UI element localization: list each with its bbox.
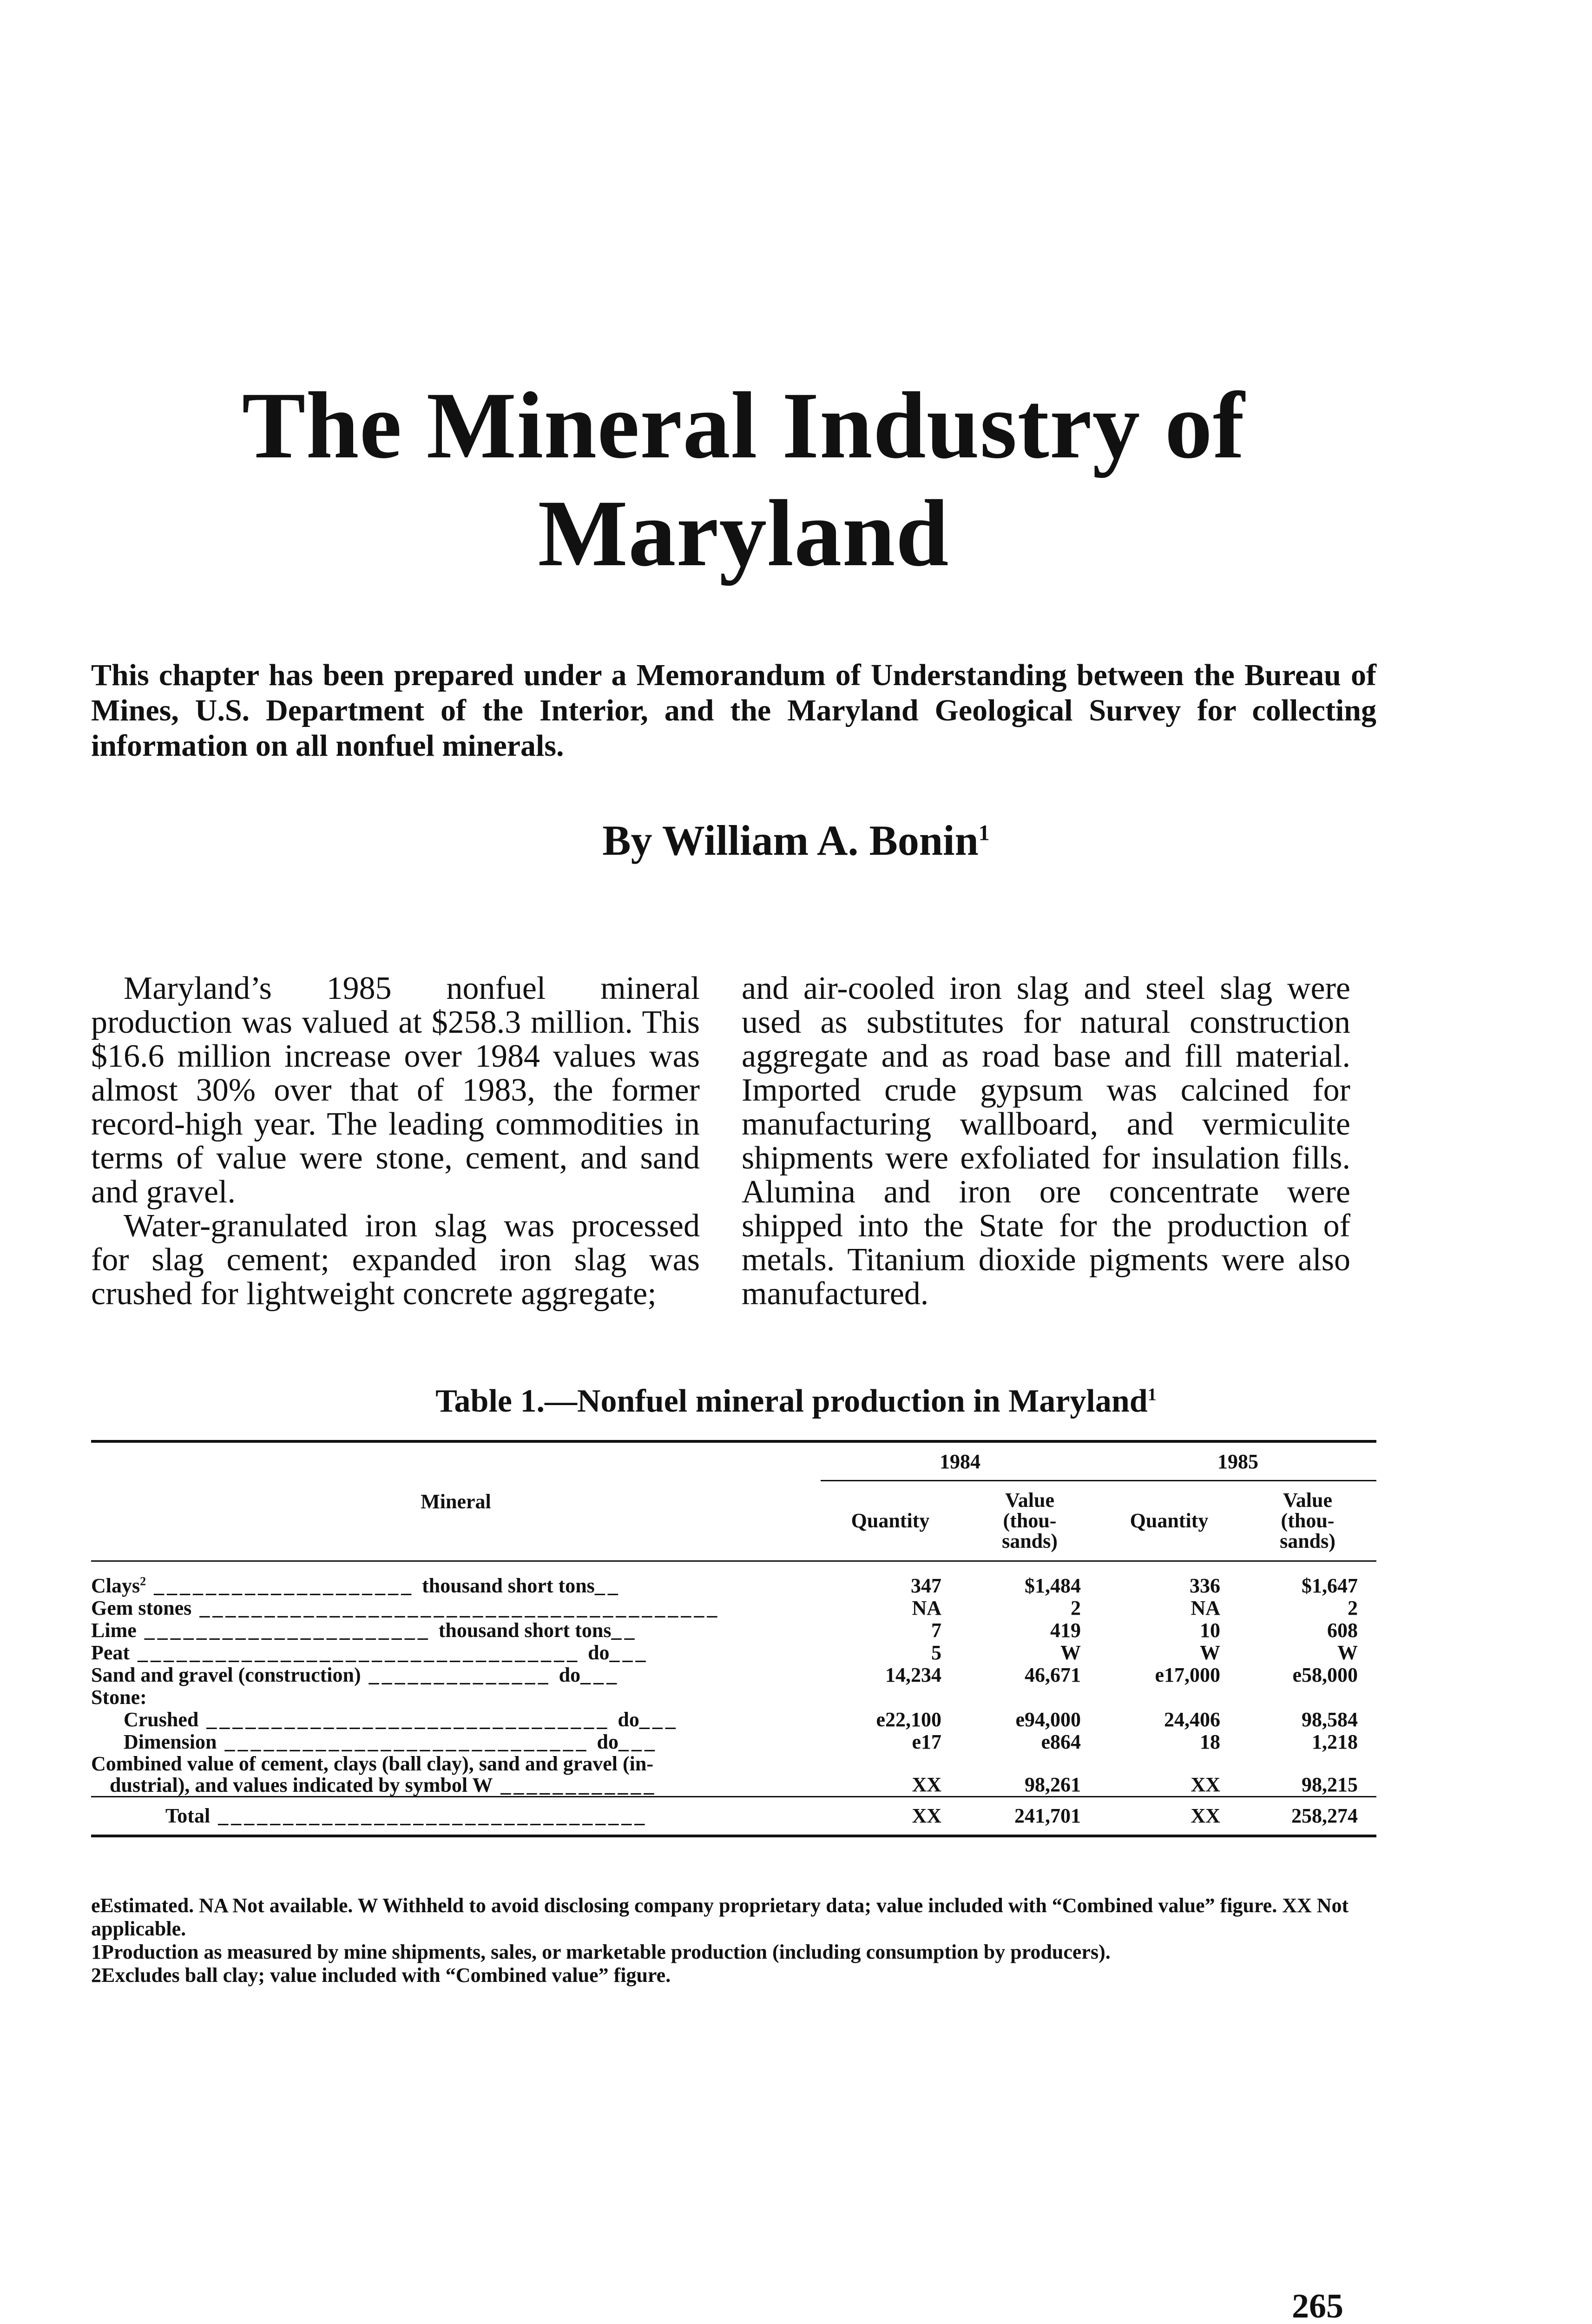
header-value-1984: [960, 1481, 1099, 1561]
cell-quantity-1984: XX: [912, 1773, 941, 1796]
table-row: [91, 1597, 1376, 1619]
cell-value-1985: $1,647: [1302, 1574, 1358, 1597]
combined-line2: dustrial), and values indicated by symbol W ____________: [110, 1774, 657, 1796]
cell-quantity-1984: 14,234: [885, 1664, 941, 1686]
body-paragraph: Maryland’s 1985 nonfuel mineral production was valued at $258.3 million. This $16.6 million increase over 1984 values was almost 30% over that of 1983, the former record-high year. The leading commodities in terms of value were stone, cement, and sand and gravel.: [91, 971, 700, 1210]
cell-quantity-1984: 347: [911, 1574, 941, 1597]
cell-quantity-1985: 336: [1190, 1574, 1220, 1597]
chapter-title: [195, 372, 1292, 588]
cell-quantity-1985: 24,406: [1164, 1708, 1220, 1731]
row-label: Lime ______________________ thousand short tons__: [91, 1619, 638, 1642]
cell-value-1985: 608: [1327, 1619, 1358, 1642]
cell-value-1985: W: [1337, 1641, 1358, 1664]
table-row: [91, 1686, 1376, 1709]
cell-quantity-1984: e22,100: [876, 1708, 941, 1731]
cell-value-1985: 98,584: [1302, 1708, 1358, 1731]
cell-quantity-1984: NA: [912, 1597, 941, 1619]
footnote-2: 2Excludes ball clay; value included with “Combined value” figure.: [91, 1964, 671, 1987]
author-name: By William A. Bonin: [602, 817, 979, 864]
cell-quantity-1985: W: [1200, 1641, 1220, 1664]
cell-value-1985: 258,274: [1239, 1797, 1376, 1836]
combined-line1: Combined value of cement, clays (ball clay), sand and gravel (in-: [91, 1752, 653, 1775]
row-label: Gem stones ________________________________________: [91, 1597, 720, 1619]
cell-quantity-1984: 5: [931, 1641, 941, 1664]
table-title: [0, 1383, 1592, 1420]
table-row: [91, 1709, 1376, 1731]
table-row: [91, 1731, 1376, 1753]
cell-value-1984: $1,484: [1025, 1574, 1081, 1597]
cell-value-1984: e864: [1041, 1730, 1081, 1753]
header-value-line1: Value: [1005, 1489, 1054, 1512]
header-quantity-1984: Quantity: [851, 1509, 930, 1532]
cell-quantity-1985: e17,000: [1155, 1664, 1220, 1686]
footnote-1: 1Production as measured by mine shipments, sales, or marketable production (including consumption by producers).: [91, 1941, 1111, 1963]
cell-quantity-1984: 7: [931, 1619, 941, 1642]
header-mineral: Mineral: [91, 1441, 821, 1561]
table-row: [91, 1642, 1376, 1664]
header-value-line1: Value: [1283, 1489, 1332, 1512]
table-row: [91, 1664, 1376, 1686]
cell-value-1985: 98,215: [1302, 1773, 1358, 1796]
cell-value-1985: [1239, 1686, 1376, 1709]
header-year-1985: 1985: [1099, 1441, 1376, 1481]
cell-value-1984: 241,701: [960, 1797, 1099, 1836]
table-row-combined: [91, 1753, 1376, 1797]
cell-quantity-1985: XX: [1099, 1797, 1239, 1836]
footnote-legend: eEstimated. NA Not available. W Withheld to avoid disclosing company proprietary data; value included with “Combined value” figure. XX Not applicable.: [91, 1894, 1349, 1940]
cell-quantity-1985: NA: [1191, 1597, 1220, 1619]
page-number: 265: [1292, 2287, 1343, 2324]
table-title-mark: 1: [1147, 1385, 1157, 1405]
cell-value-1985: 1,218: [1312, 1730, 1358, 1753]
header-value-line3: sands): [1002, 1530, 1058, 1552]
table-footnotes: [91, 1894, 1376, 1987]
header-value-line2: (thou-: [1281, 1509, 1335, 1532]
header-value-line3: sands): [1280, 1530, 1335, 1552]
cell-quantity-1985: 18: [1200, 1730, 1220, 1753]
chapter-title-line2: Maryland: [538, 481, 949, 586]
header-value-line2: (thou-: [1003, 1509, 1057, 1532]
chapter-title-line1: The Mineral Industry of: [242, 373, 1245, 478]
cell-value-1984: [960, 1686, 1099, 1709]
cell-quantity-1984: e17: [912, 1730, 941, 1753]
table-row: [91, 1575, 1376, 1597]
cell-quantity-1985: 10: [1200, 1619, 1220, 1642]
header-quantity-1985: Quantity: [1130, 1509, 1209, 1532]
production-table-grid: [91, 1440, 1376, 1837]
cell-quantity-1985: XX: [1191, 1773, 1220, 1796]
body-paragraph: and air-cooled iron slag and steel slag were used as substitutes for natural construction aggregate and as road base and fill material. Imported crude gypsum was calcined for manufacturing wallboard, and vermiculite shipments were exfoliated for insulation fills. Alumina and iron ore concentrate were shipped into the State for the production of metals. Titanium dioxide pigments were also manufactured.: [742, 971, 1350, 1312]
cell-value-1984: W: [1060, 1641, 1081, 1664]
row-label: Crushed _______________________________ do___: [124, 1708, 678, 1731]
cell-quantity-1984: XX: [821, 1797, 960, 1836]
cell-value-1984: 2: [1071, 1597, 1081, 1619]
header-value-1985: [1239, 1481, 1376, 1561]
cell-value-1985: e58,000: [1292, 1664, 1358, 1686]
row-label: Stone:: [91, 1686, 147, 1709]
row-label: Sand and gravel (construction) ______________ do___: [91, 1664, 620, 1686]
row-label: Clays$^2$ ____________________ thousand short tons__: [91, 1574, 621, 1597]
body-column-left: [91, 971, 700, 1311]
cell-value-1984: 419: [1050, 1619, 1081, 1642]
preface-paragraph: This chapter has been prepared under a Memorandum of Understanding between the Bureau of Mines, U.S. Department of the Interior, and the Maryland Geological Survey for collecting information on all nonfuel minerals.: [91, 658, 1376, 763]
cell-value-1985: 2: [1348, 1597, 1358, 1619]
author-footnote-mark: 1: [978, 820, 990, 845]
author-byline: [0, 816, 1592, 865]
cell-value-1984: e94,000: [1015, 1708, 1081, 1731]
cell-quantity-1985: [1099, 1686, 1239, 1709]
table-title-text: Table 1.—Nonfuel mineral production in Maryland: [435, 1383, 1148, 1419]
production-table: [91, 1440, 1376, 1837]
row-label: Total _________________________________: [91, 1797, 821, 1836]
table-row: [91, 1619, 1376, 1642]
table-row-total: [91, 1797, 1376, 1836]
row-label: Dimension ____________________________ do___: [124, 1730, 658, 1753]
header-year-1984: 1984: [821, 1441, 1099, 1481]
cell-quantity-1984: [821, 1686, 960, 1709]
cell-value-1984: 98,261: [1025, 1773, 1081, 1796]
row-label: [91, 1753, 821, 1797]
row-label: Peat __________________________________ do___: [91, 1641, 649, 1664]
body-paragraph: Water-granulated iron slag was processed for slag cement; expanded iron slag was crushed for lightweight concrete aggregate;: [91, 1208, 700, 1312]
cell-value-1984: 46,671: [1025, 1664, 1081, 1686]
body-column-right: [742, 971, 1350, 1311]
